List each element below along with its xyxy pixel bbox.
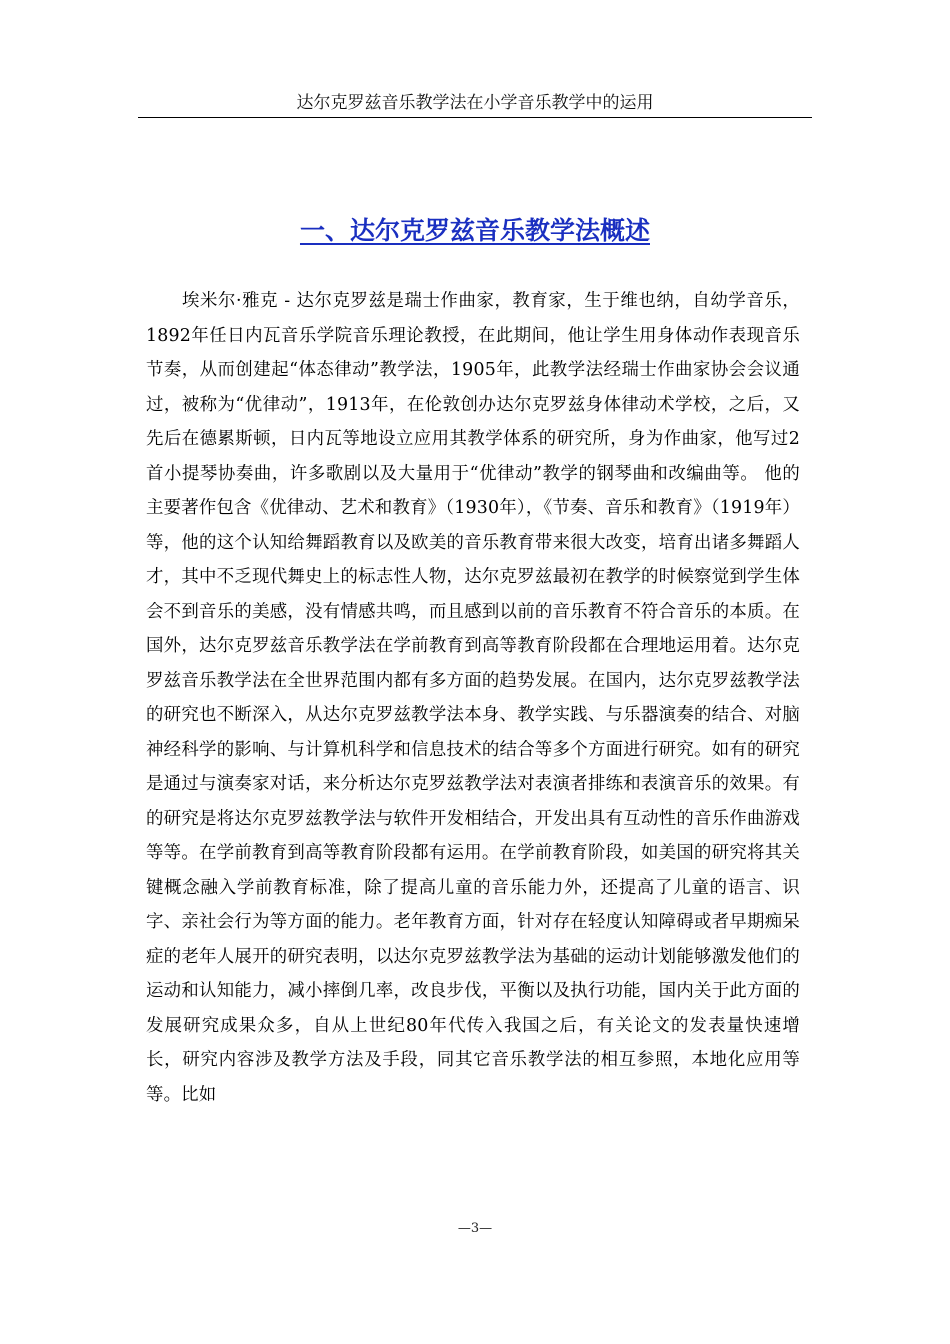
header-rule — [138, 117, 812, 118]
section-title-text: 一、达尔克罗兹音乐教学法概述 — [299, 216, 650, 245]
page-number: —3— — [457, 1221, 493, 1236]
body-paragraph: 埃米尔·雅克 - 达尔克罗兹是瑞士作曲家，教育家，生于维也纳，自幼学音乐，1892年任日内瓦音乐学院音乐理论教授，在此期间，他让学生用身体动作表现音乐节奏，从而创建起“体态律动”教学法，1905年，此教学法经瑞士作曲家协会会议通过，被称为“优律动”，1913年，在伦敦创办达尔克罗兹身体律动术学校，之后，又先后在德累斯顿，日内瓦等地设立应用其教学体系的研究所，身为作曲家，他写过2首小提琴协奏曲，许多歌剧以及大量用于“优律动”教学的钢琴曲和改编曲等。 他的主要著作包含《优律动、艺术和教育》（1930年），《节奏、音乐和教育》（1919年）等，他的这个认知给舞蹈教育以及欧美的音乐教育带来很大改变，培育出诸多舞蹈人才，其中不乏现代舞史上的标志性人物，达尔克罗兹最初在教学的时候察觉到学生体会不到音乐的美感，没有情感共鸣，而且感到以前的音乐教育不符合音乐的本质。在国外，达尔克罗兹音乐教学法在学前教育到高等教育阶段都在合理地运用着。达尔克罗兹音乐教学法在全世界范围内都有多方面的趋势发展。在国内，达尔克罗兹教学法的研究也不断深入，从达尔克罗兹教学法本身、教学实践、与乐器演奏的结合、对脑神经科学的影响、与计算机科学和信息技术的结合等多个方面进行研究。如有的研究是通过与演奏家对话，来分析达尔克罗兹教学法对表演者排练和表演音乐的效果。有的研究是将达尔克罗兹教学法与软件开发相结合，开发出具有互动性的音乐作曲游戏等等。在学前教育到高等教育阶段都有运用。在学前教育阶段，如美国的研究将其关键概念融入学前教育标准，除了提高儿童的音乐能力外，还提高了儿童的语言、识字、亲社会行为等方面的能力。老年教育方面，针对存在轻度认知障碍或者早期痴呆症的老年人展开的研究表明，以达尔克罗兹教学法为基础的运动计划能够激发他们的运动和认知能力，减小摔倒几率，改良步伐，平衡以及执行功能，国内关于此方面的发展研究成果众多，自从上世纪80年代传入我国之后，有关论文的发表量快速增长，研究内容涉及教学方法及手段，同其它音乐教学法的相互参照，本地化应用等等。比如 — [146, 291, 800, 1105]
running-header: 达尔克罗兹音乐教学法在小学音乐教学中的运用 — [296, 93, 654, 113]
section-title — [138, 214, 812, 248]
